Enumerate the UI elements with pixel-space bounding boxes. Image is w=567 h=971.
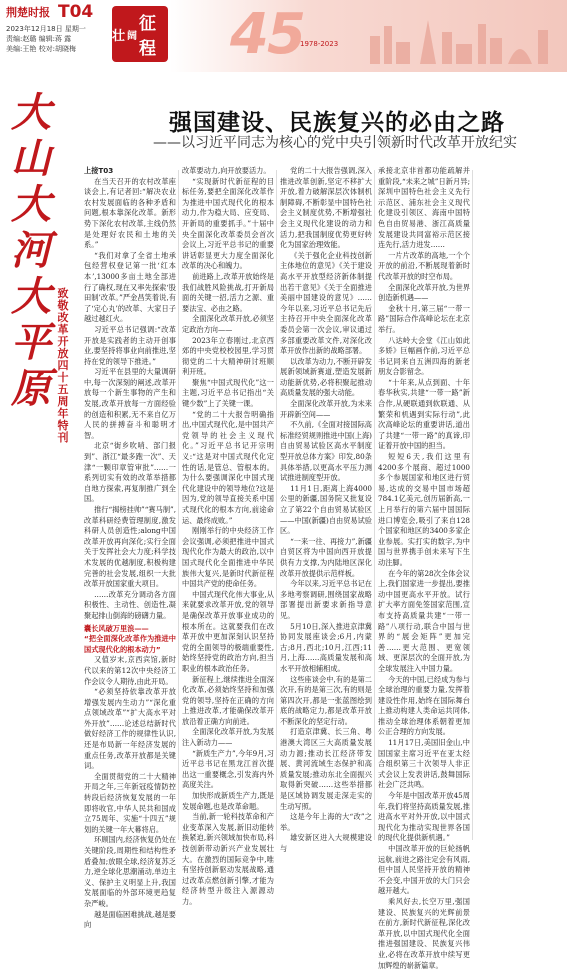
paragraph: 2023年立春刚过,北京西郊的中央党校校园里,学习贯彻党的二十大精神研讨班顺利开班。 <box>182 335 274 377</box>
paragraph: 全面深化改革开放,必须坚定政治方向—— <box>182 314 274 334</box>
article-column-4 <box>378 166 470 970</box>
paragraph: 新征程上,继续推进全面深化改革,必须始终坚持和加强党的领导,坚持在正确的方向上推进改革,才能确保改革开放沿着正确方向前进。 <box>182 674 274 726</box>
section-title: 囊长风破万里浪—— <box>84 623 149 633</box>
paragraph: “我们对拿了全省土地承包经营权登记第一批‘红本本’,13000多亩土地全部进行了确权,现在又率先探索‘股田制’改革。”严金昌笑着说,有了‘定心丸’的改革、大家日子越过越红火。 <box>84 250 176 324</box>
vertical-subtitle-char: 致 <box>57 287 69 300</box>
paragraph: 承接北京非首都功能疏解并重阶段,“未来之城”日新月异;深圳中国特色社会主义先行示范区、浦东社会主义现代化建设引领区、海南中国特色自由贸易港、浙江高质量发展建设共同富裕示范区接连先行,活力进发…… <box>378 166 470 250</box>
vertical-title-char: 山 <box>11 135 51 182</box>
years-range: 1978-2023 <box>300 40 339 48</box>
paragraph: 推行“揭榜挂帅”“赛马制”,改革科研经费管理制度,激发科研人员创造性;along中国改革开放再向深化;实行全面关于发挥社会大力度;科学技术发展的优越制度,积极构建完善的社会发展,组织一大批改革开放国家重大项目。 <box>84 505 176 589</box>
paragraph: 11月17日,美国旧金山,中国国家主席习近平在亚太经合组织第三十次领导人非正式会议上发表讲话,鼓舞国际社会广泛共鸣。 <box>378 738 470 790</box>
paragraph: 八达岭大会堂《江山如此多娇》巨幅画作前,习近平总书记同来自五洲四海的新老朋友合影留念。 <box>378 335 470 377</box>
paragraph: “一来一往、再接力”,新疆自贸区将为中国向西开放提供有力支撑,为内陆地区深化改革开放提供示范样板。 <box>280 536 372 578</box>
paragraph: 不久前,《全面对接国际高标准经贸规则推进中国(上海)自由贸易试验区高水平制度型开放总体方案》印发,80条具体举措,以更高水平压力测试推进制度型开放。 <box>280 420 372 483</box>
article-byline: 上接T03 <box>84 166 114 175</box>
paragraph: 今年是中国改革开放45周年,我们将坚持高质量发展,推进高水平对外开放,以中国式现代化为推动实现世界各国的现代化提供新机遇。” <box>378 791 470 843</box>
paragraph: 加快形成新质生产力,既是发展命题,也是改革命题。 <box>182 791 274 811</box>
paragraph: 以改革为动力,不断开辟发展新领域新赛道,塑造发展新动能新优势,必将积聚起推动高质量发展的强大动能。 <box>280 356 372 398</box>
paragraph: 越是面临困难挑战,越是要向 <box>84 909 176 930</box>
paragraph: 习近平在县里的大量调研中,每一次深刻的阐述,改革开放每一个新生事物的产生和发展,改革开放每一方面经验的创造和积累,无不来自亿万人民的拼搏奋斗和聪明才智。 <box>84 367 176 440</box>
vertical-subtitle-char: 十 <box>57 371 69 384</box>
paragraph: 5月10日,深入推进京津冀协同发展座谈会;6月,内蒙古;8月,西北;10月,江西;11月,上海……高质量发展和高水平开放相辅相成。 <box>280 621 372 673</box>
paragraph: 一片片改革的高地,一个个开放的前沿,不断展现着新时代改革开放的时空布局。 <box>378 250 470 281</box>
paragraph: 在当天召开的农村改革座谈会上,有记者回:“解决农业农村发展面临的各种矛盾和问题,根本靠深化改革。新形势下深化农村改革,主线仍然是处理好农民和土地的关系。” <box>84 176 176 250</box>
vertical-subtitle-char: 周 <box>57 395 69 408</box>
paragraph: “实现新时代新征程的目标任务,要把全面深化改革作为推进中国式现代化的根本动力,作为稳大局、应变局、开新局的重要抓手。”十届中央全面深化改革委员会首次会议上,习近平总书记的重要讲话彰显更大力度全面深化改革的决心和魄力。 <box>182 176 274 271</box>
vertical-title-char: 河 <box>11 227 51 274</box>
paragraph: 雄安新区进入大规模建设与 <box>280 833 372 853</box>
masthead: 荆楚时报 <box>6 6 50 19</box>
vertical-subtitle-char: 放 <box>57 347 69 360</box>
paragraph: “十年来,从点到面、十年春华秋实,共建“一带一路”新合作,从硬联通到软联通、从繁荣和机遇到实际行动”,此次高峰论坛的重要讲话,道出了共建“一带一路”的真谛,印证着开放中国的担当。 <box>378 377 470 451</box>
headline: 强国建设、民族复兴的必由之路 <box>169 110 505 136</box>
vertical-subtitle-char: 革 <box>57 323 69 336</box>
section-badge <box>112 6 168 62</box>
paragraph: 北京“街乡吹哨、部门报到”、浙江“最多跑一次”、天津“一颗印章管审批”……一系列切实有效的改革举措都自地方探索,再复制推广到全国。 <box>84 441 176 504</box>
badge-char-2: 阔 <box>127 30 138 42</box>
paragraph: ……改革充分调动各方面积极性、主动性、创造性,凝聚起排山倒海的磅礴力量。 <box>84 589 176 620</box>
badge-char-3: 征程 <box>139 14 157 59</box>
paragraph: 中国式现代化伟大事业,从来就要求改革开放,党的领导是确保改革开放事业成功的根本所在。这就要我们在改革开放中更加深刻认识坚持党的全面领导的极端重要性,始终坚持党的政治方向,担当职业的根本政治任务。 <box>182 589 274 673</box>
paragraph: 11月1日,距离上海4000公里的新疆,国务院又批复设立了第22个自由贸易试验区——中国(新疆)自由贸易试验区。 <box>280 483 372 536</box>
subheadline: ——以习近平同志为核心的党中央引领新时代改革开放纪实 <box>153 135 517 151</box>
paragraph: 金秋十月,第三届“一带一路”国际合作高峰论坛在北京举行。 <box>378 303 470 334</box>
paragraph: 中国改革开放的巨轮扬帆远航,前进之路注定会有风雨,但中国人民坚持开放的精神不会变,中国开放的大门只会越开越大。 <box>378 844 470 896</box>
paragraph: 打造京津冀、长三角、粤港澳大湾区三大高质量发展动力源;推动长江经济带发展、黄河流域生态保护和高质量发展;推动东北全面振兴取得新突破……这些举措都是区域协调发展走深走实的生动写照。 <box>280 727 372 811</box>
anniversary-number: 45 <box>230 2 304 67</box>
paragraph: 《关于强化企业科技创新主体地位的意见》《关于建设高水平开放型经济新体制提出若干意见》《关于全面推进美丽中国建设的意见》……今年以来,习近平总书记先后主持召开中央全面深化改革委员会第一次会议,审议通过多部重要改革文件,对深化改革开放作出新的战略部署。 <box>280 250 372 356</box>
vertical-subtitle-char: 五 <box>57 383 69 396</box>
vertical-title-char: 大 <box>11 273 51 320</box>
paragraph: 短短6天,我们这里有4200多个展商、超过1000多个参展国家和地区进行贸易,达成的交易中国市场超784.1亿美元,创历届新高,一上月举行的第六届中国国际进口博览会,吸引了来自128个国家和地区的3400多家企业参展。实打实的数字,为中国与世界携手创未来写下生动注脚。 <box>378 452 470 567</box>
paragraph: 当前,新一轮科技革命和产业变革深入发展,新旧动能转换紧迫,新兴领域加快布局,科技创新带动新兴产业发展壮大。在激烈的国际竞争中,唯有坚持创新驱动发展战略,通过改革点燃创新引擎,才能为经济转型升级注入源源动力。 <box>182 812 274 906</box>
paragraph: 这些座谈会中,有的是第二次开,有的是第三次,有的则是第四次开,都是一张蓝图绘到底的战略定力,都是改革开放不断深化的坚定行动。 <box>280 674 372 726</box>
paragraph: 聚焦“中国式现代化”这一主题,习近平总书记指出“关键少数”上了关键一课。 <box>182 377 274 409</box>
paragraph: “党的二十大报告明确指出,中国式现代化,是中国共产党领导的社会主义现代化。”习近平总书记开宗明义:“这是对中国式现代化定性的话,是管总、管根本的。为什么要强调深化中国式现代化建设中的领导地位?这是因为,党的领导直接关系中国式现代化的根本方向,前途命运、最终成败。” <box>182 409 274 525</box>
proof-line: 美编:王艳 校对:胡晓梅 <box>6 45 76 53</box>
paragraph: 刚刚举行的中央经济工作会议强调,必须把推进中国式现代化作为最大的政治,以中国式现代化全面推进中华民族伟大复兴,是新时代新征程中国共产党的使命任务。 <box>182 526 274 589</box>
paragraph: 今天的中国,已经成为参与全球治理的重要力量,发挥着建设性作用,始终在国际舞台上推动构建人类命运共同体,推动全球治理体系朝着更加公正合理的方向发展。 <box>378 674 470 737</box>
paragraph: 又值岁末,京西宾馆,新时代以来的第12次中央经济工作会议令人期待,由此开局。 <box>84 655 176 686</box>
paragraph: 全面深化改革开放,为未来开辟新空间—— <box>280 399 372 419</box>
issue-date: 2023年12月18日 星期一 <box>6 25 86 33</box>
cityscape-illustration <box>360 14 560 64</box>
paragraph: 在今年的第28次全体会议上,我们国家进一步提出,要推动中国更高水平开放。试行扩大率方面免签国家范围,宣布支持高质量共建“一带一路”八项行动,联合中国与世界的“展会矩阵”更加完善……更大范围、更宽领域、更深层次的全面开放,为全球发展注入中国力量。 <box>378 568 470 673</box>
section-subtitle: “把全面深化改革作为推进中国式现代化的根本动力” <box>84 634 176 654</box>
paragraph: “新质生产力”,今年9月,习近平总书记在黑龙江首次提出这一重要概念,引发海内外高度关注。 <box>182 748 274 790</box>
article-column-3 <box>280 166 372 853</box>
article-column-1 <box>84 166 176 930</box>
vertical-subtitle-char: 特 <box>57 419 69 432</box>
vertical-subtitle-char: 敬 <box>57 299 69 312</box>
paragraph: 改革要动力,向开放要活力。 <box>182 166 271 175</box>
vertical-title-char: 平 <box>11 319 51 366</box>
vertical-subtitle-char: 开 <box>57 335 69 348</box>
paragraph: 习近平总书记强调:“改革开放是实践者的主动开创事业,要坚持将事业向前推进,坚持在党的领导下推进。” <box>84 324 176 366</box>
paragraph: “必须坚持依靠改革开放增强发展内生动力”“深化重点领域改革”“扩大高水平对外开放”……论述总结新时代做好经济工作的规律性认识,还是布局新一年经济发展的重点任务,改革开放都是关键词。 <box>84 687 176 771</box>
page-header <box>0 0 567 72</box>
paragraph: 这是今年上海的大“改”之举。 <box>280 812 372 832</box>
vertical-title-char: 大 <box>11 89 51 136</box>
vertical-title-char: 原 <box>11 365 51 412</box>
paragraph: 前进路上,改革开放始终是我们战胜风险挑战,打开新局面的关键一招,活力之源、重要法宝、必由之路。 <box>182 271 274 313</box>
paragraph: 全面贯彻党的二十大精神开局之年,三年新冠疫情防控转段后经济恢复发展的一年即将收官,中华人民共和国成立75周年、实施“十四五”规划的关键一年大幕将启。 <box>84 771 176 834</box>
paragraph: 今年以来,习近平总书记在多地考察调研,围绕国家战略部署提出新要求新指导意见。 <box>280 579 372 620</box>
paragraph: 党的二十大报告强调,深入推进改革创新,坚定不移扩大开放,着力破解深层次体制机制障碍,不断彰显中国特色社会主义制度优势,不断增强社会主义现代化建设的动力和活力,把我国制度优势更好转化为国家治理效能。 <box>280 166 372 250</box>
vertical-subtitle-char: 年 <box>57 407 69 420</box>
paragraph: 环顾国内,经济恢复仍处在关键阶段,周期性和结构性矛盾叠加;放眼全球,经济复苏乏力,逆全球化思潮涌动,单边主义、保护主义明显上升,我国发展面临的外部环境更趋复杂严峻。 <box>84 835 176 908</box>
page-number: T04 <box>58 2 94 22</box>
vertical-subtitle-char: 改 <box>57 311 69 324</box>
paragraph: 乘风好去,长空万里,强国建设、民族复兴的光辉前景在前方,新时代新征程,深化改革开放,以中国式现代化全面推进强国建设、民族复兴伟业,必将在改革开放中续写更加辉煌的崭新篇章。 <box>378 896 470 970</box>
badge-char-1: 壮 <box>112 28 126 44</box>
dateline <box>6 24 86 54</box>
vertical-title-char: 大 <box>11 181 51 228</box>
article-column-2 <box>182 166 274 906</box>
paragraph: 全面深化改革开放,为世界创造新机遇—— <box>378 282 470 303</box>
vertical-subtitle-char: 四 <box>57 359 69 372</box>
article-body <box>0 166 567 970</box>
vertical-subtitle-char: 刊 <box>57 431 69 444</box>
paragraph: 全面深化改革开放,为发展注入新动力—— <box>182 727 274 748</box>
editor-line: 责编:赵璐 编辑:蒋 露 <box>6 35 72 43</box>
